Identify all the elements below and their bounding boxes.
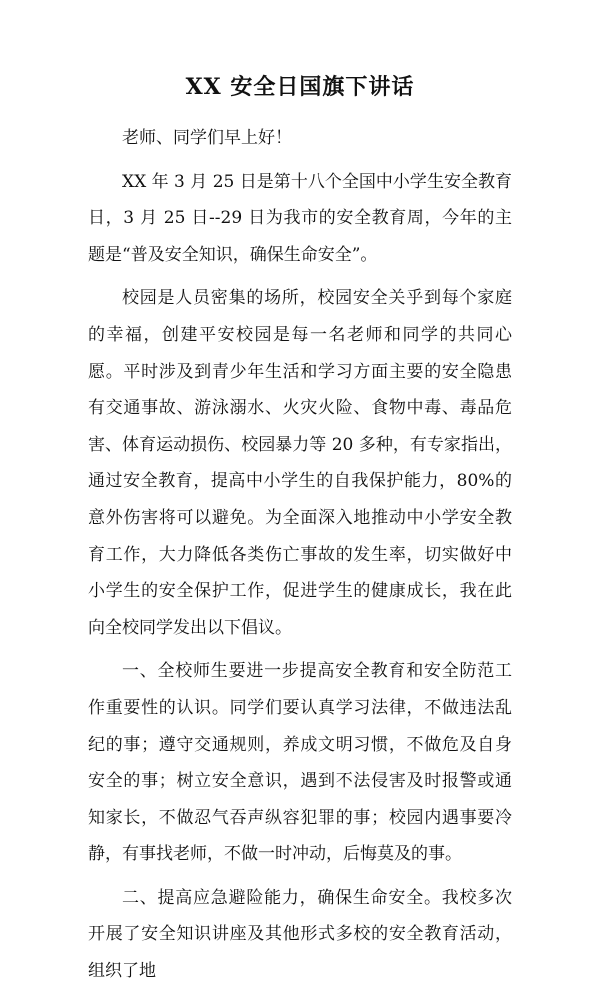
paragraph-greeting: 老师、同学们早上好！ xyxy=(122,128,292,148)
paragraph-campus-safety: 校园是人员密集的场所，校园安全关乎到每个家庭的幸福，创建平安校园是每一名老师和同学的共同心愿。平时涉及到青少年生活和学习方面主要的安全隐患有交通事故、游泳溺水、火灾火险、食物中毒、毒品危害、体育运动损伤、校园暴力等 20 多种，有专家指出，通过安全教育，提高中小学生的自我保护能力，80%的意外伤害将可以避免。为全面深入地推动中小学安全教育工作，大力降低各类伤亡事故的发生率，切实做好中小学生的安全保护工作，促进学生的健康成长，我在此向全校同学发出以下倡议。 xyxy=(88,288,512,638)
paragraph-intro: XX 年 3 月 25 日是第十八个全国中小学生安全教育日，3 月 25 日--29 日为我市的安全教育周，今年的主题是“普及安全知识，确保生命安全”。 xyxy=(88,171,512,265)
paragraph-point-two: 二、提高应急避险能力，确保生命安全。我校多次开展了安全知识讲座及其他形式多校的安全教育活动，组织了地 xyxy=(88,887,512,982)
document-title: XX 安全日国旗下讲话 xyxy=(185,74,415,100)
paragraph-point-one: 一、全校师生要进一步提高安全教育和安全防范工作重要性的认识。同学们要认真学习法律，不做违法乱纪的事；遵守交通规则，养成文明习惯，不做危及自身安全的事；树立安全意识，遇到不法侵害及时报警或通知家长，不做忍气吞声纵容犯罪的事；校园内遇事要冷静，有事找老师，不做一时冲动，后悔莫及的事。 xyxy=(88,661,512,865)
